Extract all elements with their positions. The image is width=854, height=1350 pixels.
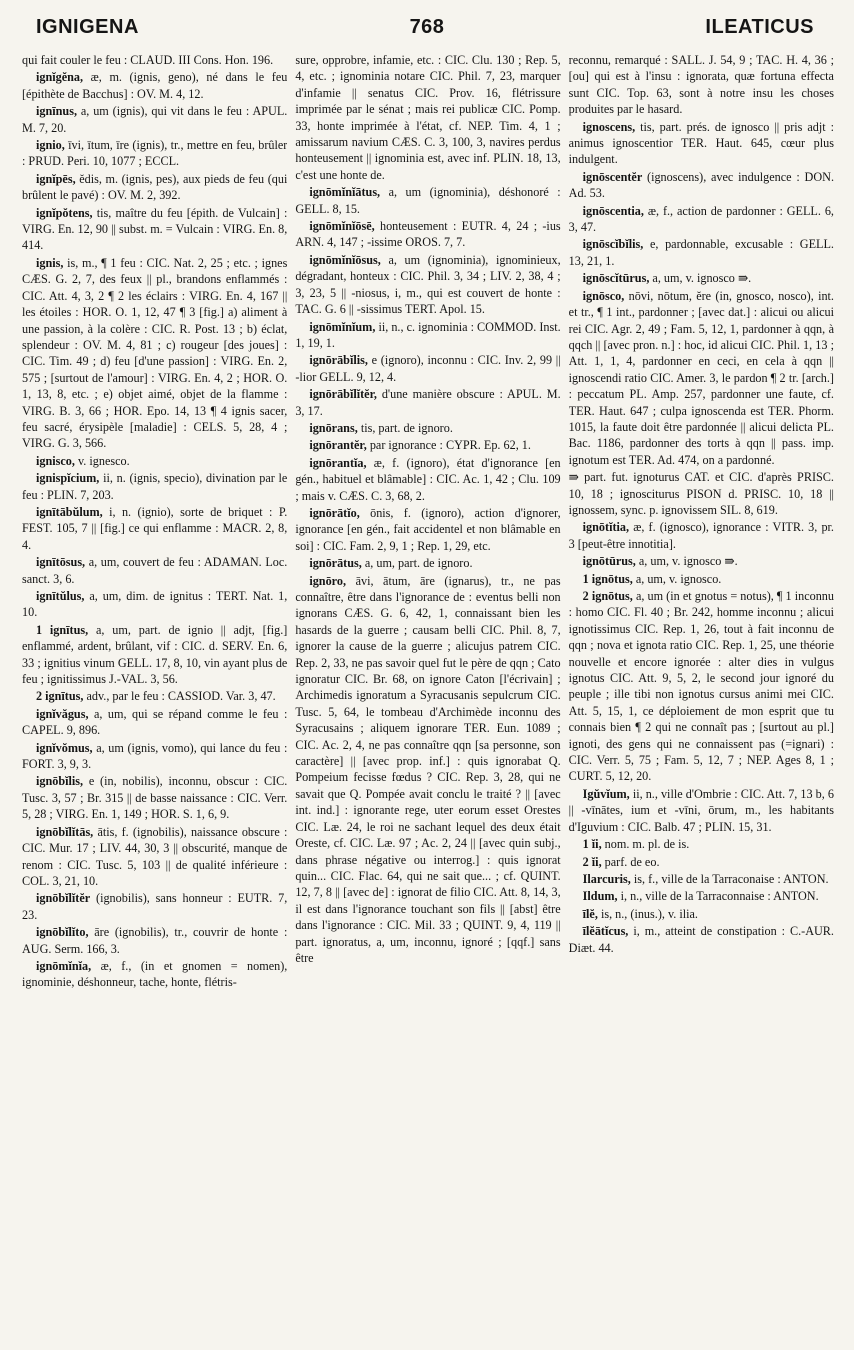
entry-lemma: īlĕātĭcus, [582, 924, 629, 939]
entry-lemma: ignĭpŏtens, [36, 205, 93, 220]
entry-text: īvi, ītum, īre (ignis), tr., mettre en feu, brûler : PRUD. Peri. 10, 1077 ; ECCL. [22, 138, 288, 169]
dictionary-entry [295, 505, 560, 554]
entry-lemma: ignis, [36, 255, 64, 270]
dictionary-entry [569, 888, 834, 904]
entry-text: qui fait couler le feu : CLAUD. III Cons. Hon. 196. [22, 53, 274, 67]
entry-text: d'une manière obscure : APUL. M. 3, 17. [295, 387, 561, 418]
dictionary-entry [22, 740, 287, 773]
entry-text: a, um (in et gnotus = notus), ¶ 1 inconnu : homo CIC. Fl. 40 ; Br. 242, homme inconnu ; alicui ignotissimus CIC. Rep. 1, 26, tout à fait inconnu de qqn ; nova et ignota ratio CIC. Rep. 1, 25, une théorie nouvelle et encore ignorée : alter dies in vulgus ignotus CIC. Att. 9, 5, 2, le second jour ignoré du peuple ; ille tibi non ignotus cursus animi mei CIC. Att. 5, 15, 1, ce déploiement de mon esprit que tu connais bien ¶ 2 qui ne connaît pas ; [surtout au pl.] ignoti, des gens qui ne connaissent pas (=ignari) : CIC. Verr. 5, 75 ; Fam. 5, 12, 7 ; NEP. Ages 8, 1 ; CURT. 5, 12, 20. [568, 589, 834, 784]
entry-lemma: ignĭpēs, [36, 171, 76, 186]
entry-text: a, um, v. ignosco. [635, 571, 722, 586]
dictionary-entry [569, 52, 834, 118]
entry-text: adv., par le feu : CASSIOD. Var. 3, 47. [86, 689, 276, 704]
entry-text: a, um, v. ignosco ⇛. [652, 271, 752, 286]
dictionary-entry [22, 890, 287, 923]
dictionary-entry [295, 455, 560, 504]
entry-lemma: Ilarcuris, [582, 871, 631, 886]
entry-lemma: Igŭvĭum, [582, 786, 630, 801]
dictionary-entry [569, 203, 834, 236]
text-columns [22, 52, 834, 1342]
dictionary-entry [569, 169, 834, 202]
entry-lemma: ignĭvăgus, [36, 706, 89, 721]
dictionary-entry [22, 255, 287, 452]
entry-text: i, m., atteint de constipation : C.-AUR. Diæt. 44. [568, 924, 834, 955]
entry-text: a, um, v. ignosco ⇛. [638, 554, 738, 569]
entry-lemma: ignōscentia, [582, 203, 644, 218]
entry-lemma: ignōrātus, [309, 556, 362, 571]
entry-lemma: ignōrantĭa, [309, 455, 367, 470]
entry-text: ĕdis, m. (ignis, pes), aux pieds de feu (qui brûlent le pavé) : OV. M. 2, 392. [22, 171, 288, 203]
column-left [22, 52, 287, 1342]
entry-text: a, um, qui se répand comme le feu : CAPEL. 9, 896. [22, 706, 288, 738]
dictionary-entry [22, 453, 287, 469]
dictionary-entry [22, 924, 287, 957]
entry-text: a, um (ignominia), ignominieux, dégradant, honteux : CIC. Phil. 3, 34 ; LIV. 2, 38, 4 ; 3, 23, 5 || -niosus, i, m., qui est couvert de honte : TAC. G. 6 || -sissimus TERT. Apol. 15. [295, 252, 561, 317]
entry-text: v. ignesco. [77, 453, 130, 468]
dictionary-entry [22, 554, 287, 587]
entry-lemma: ignōscĭbĭlis, [582, 237, 644, 252]
entry-lemma: ignīnus, [36, 104, 77, 119]
entry-lemma: 2 ĭi, [582, 854, 602, 869]
entry-lemma: ignōtĭtia, [582, 520, 630, 535]
entry-lemma: ignōbĭlĭto, [36, 925, 89, 940]
entry-text: nōvi, nōtum, ĕre (in, gnosco, nosco), int. et tr., ¶ 1 int., pardonner ; [avec dat.] : alicui ou alicui rei CIC. Agr. 2, 49 ; Fam. 5, 12, 1, pardonner à qqn, à qqch || [avec pron. n.] : hoc, id alicui CIC. Phil. 1, 13 ; Att. 1, 1, 4, pardonner en ceci, en cela à qqn || ignoscendi ratio CIC. Amer. 3, le pardon ¶ 2 tr. [arch.] : peccatum PL. Amp. 257, pardonner une faute, cf. TER. Haut. 647 ; culpa ignoscenda est TER. Phorm. 1015, la faute doit être pardonnée || alicui delicta PL. Bac. 1186, pardonner des torts à qqn || pass. imp. ignotum est TER. Ad. 474, on a pardonné. [568, 288, 834, 467]
dictionary-entry [22, 706, 287, 739]
entry-text: a, um (ignis), qui vit dans le feu : APUL. M. 7, 20. [22, 104, 288, 135]
entry-text: reconnu, remarqué : SALL. J. 54, 9 ; TAC. H. 4, 36 ; [ou] qui est à l'insu : ignorata, quæ fortuna effecta sunt CIC. Top. 63, sont à notre insu les choses produites par le hasard. [568, 53, 834, 117]
dictionary-entry [295, 218, 560, 251]
entry-lemma: ignōrābĭlis, [309, 353, 368, 368]
dictionary-entry [569, 871, 834, 887]
dictionary-entry [22, 137, 287, 170]
dictionary-entry [22, 52, 287, 68]
dictionary-entry [569, 786, 834, 835]
dictionary-entry [22, 504, 287, 553]
entry-text: tis, part. de ignoro. [360, 420, 453, 435]
dictionary-entry [295, 184, 560, 217]
entry-text: ⇛ part. fut. ignoturus CAT. et CIC. d'après PRISC. 10, 18 ; ignosciturus PISON d. PRISC. 10, 18 || ignossem, sync. p. ignovissem SIL. 8, 619. [568, 470, 834, 517]
entry-text: ii, n., ville d'Ombrie : CIC. Att. 7, 13 b, 6 || -vīnātes, ium et -vīni, ōrum, m., les habitants d'Iguvium : CIC. Balb. 47 ; PLIN. 15, 31. [568, 786, 834, 834]
entry-text: a, um, part. de ignio || adjt, [fig.] enflammé, ardent, brûlant, vif : CIC. d. SERV. En. 6, 33 ; ignitius vinum GELL. 17, 8, 10, vin ayant plus de feu ; ignitissimus J.-VAL. 3, 56. [22, 622, 288, 687]
dictionary-entry [22, 171, 287, 204]
entry-lemma: ignōmĭnĭa, [36, 958, 92, 973]
entry-text: tis, maître du feu [épith. de Vulcain] : VIRG. En. 12, 90 || subst. m. = Vulcain : VIRG. En. 8, 414. [22, 205, 288, 253]
entry-text: æ, f. (ignoro), état d'ignorance [en gén., habituel et blâmable] : CIC. Ac. 1, 42 ; Clu. 109 ; mais v. CÆS. C. 3, 68, 2. [295, 455, 561, 503]
entry-lemma: ignōbĭlis, [36, 774, 84, 789]
entry-text: ātis, f. (ignobilis), naissance obscure : CIC. Mur. 17 ; LIV. 44, 30, 3 || obscurité, manque de renom : CIC. Tusc. 5, 103 || de qualité inférieure : COL. 3, 21, 10. [22, 824, 288, 888]
entry-text: (ignobilis), sans honneur : EUTR. 7, 23. [22, 891, 288, 922]
entry-lemma: Ildum, [582, 889, 618, 904]
entry-lemma: ignōrantĕr, [309, 438, 367, 453]
dictionary-entry [295, 52, 560, 183]
entry-lemma: ignōtūrus, [582, 554, 636, 569]
entry-lemma: 1 ignōtus, [582, 571, 633, 586]
dictionary-entry [569, 836, 834, 852]
entry-text: parf. de eo. [604, 854, 660, 869]
entry-lemma: ignĭgĕna, [36, 70, 84, 85]
dictionary-entry [22, 958, 287, 991]
entry-lemma: 2 ignōtus, [582, 589, 633, 603]
entry-text: is, m., ¶ 1 feu : CIC. Nat. 2, 25 ; etc. ; ignes CÆS. G. 2, 7, des feux || pl., brandons enflammés : CIC. Att. 4, 3, 2 ¶ 2 les éclairs : VIRG. En. 4, 167 || les étoiles : HOR. O. 1, 12, 47 ¶ 3 [fig.] a) aliment à une passion, à la colère : CIC. R. Post. 13 ; b) éclat, splendeur : OV. M. 4, 81 ; c) rougeur [des joues] : CIC. Tim. 49 ; d) feu [d'une passion] : VIRG. En. 2, 575 ; [surtout de l'amour] : VIRG. En. 4, 2 ; HOR. O. 1, 13, 8, etc. ; e) objet aimé, objet de la flamme : VIRG. B. 3, 66 ; HOR. Epo. 14, 13 ¶ 4 ignis sacer, feu sacré, érysipèle [maladie] : CELS. 5, 28, 4 ; VIRG. G. 3, 566. [22, 255, 288, 451]
entry-text: (ignoscens), avec indulgence : DON. Ad. 53. [568, 169, 834, 201]
entry-text: a, um (ignominia), déshonoré : GELL. 8, 15. [295, 185, 561, 216]
entry-lemma: ignisco, [36, 453, 75, 468]
entry-lemma: ignōmĭnĭōsus, [309, 252, 381, 267]
entry-text: tis, part. prés. de ignosco || pris adjt : animus ignoscentior TER. Haut. 645, cœur plus indulgent. [568, 119, 834, 167]
dictionary-entry [569, 519, 834, 552]
entry-text: a, um, couvert de feu : ADAMAN. Loc. sanct. 3, 6. [22, 555, 288, 586]
entry-lemma: ignōscĭtūrus, [582, 271, 650, 286]
entry-lemma: 1 ĭi, [582, 837, 602, 852]
column-right [569, 52, 834, 1342]
entry-text: a, um (ignis, vomo), qui lance du feu : FORT. 3, 9, 3. [22, 740, 288, 772]
dictionary-entry [569, 906, 834, 922]
entry-text: par ignorance : CYPR. Ep. 62, 1. [369, 438, 531, 453]
entry-text: ii, n. (ignis, specio), divination par le feu : PLIN. 7, 203. [22, 471, 288, 502]
entry-lemma: ignōscentĕr [582, 169, 643, 184]
dictionary-entry [22, 588, 287, 621]
entry-text: honteusement : EUTR. 4, 24 ; -ius ARN. 4, 147 ; -issime OROS. 7, 7. [295, 219, 561, 250]
running-head-left: IGNIGENA [36, 16, 139, 38]
entry-lemma: ignītābŭlum, [36, 504, 103, 519]
dictionary-entry [295, 573, 560, 967]
dictionary-entry [295, 386, 560, 419]
entry-lemma: ignispĭcium, [36, 471, 100, 486]
entry-lemma: ignōmĭnĭum, [309, 319, 376, 334]
dictionary-entry [569, 119, 834, 168]
entry-lemma: īlĕ, [582, 906, 598, 921]
dictionary-entry [295, 252, 560, 318]
entry-text: æ, f. (ignosco), ignorance : VITR. 3, pr. 3 [peut-être innotitia]. [568, 520, 834, 551]
entry-lemma: 1 ignītus, [36, 622, 89, 637]
entry-text: ii, n., c. ignominia : COMMOD. Inst. 1, 19, 1. [295, 319, 561, 350]
entry-lemma: ignōmĭnĭōsē, [309, 219, 375, 234]
entry-text: e, pardonnable, excusable : GELL. 13, 21, 1. [568, 237, 834, 268]
entry-lemma: ignĭvŏmus, [36, 740, 93, 755]
entry-text: a, um, part. de ignoro. [364, 556, 473, 571]
dictionary-entry [22, 824, 287, 890]
entry-text: āre (ignobilis), tr., couvrir de honte : AUG. Serm. 166, 3. [22, 925, 288, 956]
entry-text: æ, f., (in et gnomen = nomen), ignominie, déshonneur, tache, honte, flétris- [22, 958, 288, 990]
entry-lemma: 2 ignītus, [36, 689, 84, 704]
dictionary-entry [295, 352, 560, 385]
column-middle [295, 52, 560, 1342]
dictionary-entry [569, 588, 834, 785]
entry-lemma: ignōmĭnĭātus, [309, 185, 381, 200]
entry-lemma: ignōro, [309, 573, 347, 588]
dictionary-entry [569, 571, 834, 587]
entry-text: sure, opprobre, infamie, etc. : CIC. Clu. 130 ; Rep. 5, 4, etc. ; ignominia notare CIC. Phil. 7, 23, marquer d'infamie || senatus CIC. Prov. 16, flétrissure imprimée par le sénat ; mais rei publicæ CIC. Pomp. 33, honte imprimée à l'état, cf. NEP. Tim. 4, 1 ; amissarum navium CÆS. C. 3, 100, 3, navires perdus honteusement || ignominia est, avec inf. PLIN. 18, 13, c'est une honte de. [295, 53, 561, 182]
entry-lemma: ignōrans, [309, 420, 358, 435]
entry-lemma: ignio, [36, 138, 65, 153]
entry-text: i, n., ville de la Tarraconnaise : ANTON. [620, 889, 819, 904]
dictionary-entry [22, 470, 287, 503]
entry-text: æ, m. (ignis, geno), né dans le feu [épithète de Bacchus] : OV. M. 4, 12. [22, 70, 288, 101]
entry-text: e (ignoro), inconnu : CIC. Inv. 2, 99 || -lior GELL. 9, 12, 4. [295, 353, 561, 384]
entry-text: e (in, nobilis), inconnu, obscur : CIC. Tusc. 3, 57 ; Br. 315 || de basse naissance : CIC. Verr. 5, 28 ; VIRG. En. 1, 149 ; HOR. S. 1, 6, 9. [22, 774, 288, 822]
dictionary-entry [22, 103, 287, 136]
dictionary-entry [295, 420, 560, 436]
entry-text: i, n. (ignio), sorte de briquet : P. FEST. 105, 7 || [fig.] ce qui enflamme : MACR. 2, 8, 4. [22, 504, 288, 552]
entry-lemma: ignōbĭlĭtĕr [36, 891, 91, 906]
dictionary-entry [22, 773, 287, 822]
entry-lemma: ignōrābĭlĭtĕr, [309, 387, 377, 402]
dictionary-entry [569, 923, 834, 956]
entry-lemma: ignoscens, [582, 119, 636, 134]
entry-text: is, f., ville de la Tarraconaise : ANTON. [633, 871, 829, 886]
page-header [0, 10, 854, 50]
entry-text: nom. m. pl. de is. [604, 837, 690, 852]
dictionary-entry [22, 688, 287, 704]
page-number: 768 [409, 16, 445, 38]
entry-text: āvi, ātum, āre (ignarus), tr., ne pas connaître, être dans l'ignorance de : eventus belli non ignorans CÆS. G. 6, 42, 1, connaissant bien les hasards de la guerre ; causam belli CIC. Phil. 8, 7, ignorer la cause de la guerre ; alicujus patrem CIC. Rep. 2, 33, ne pas savoir quel fut le père de qqn ; Cato ignoratur CIC. Br. 68, on ignore Caton [l'écrivain] ; Archimedis ignoratum a Syracusanis sepulcrum CIC. Tusc. 5, 64, le tombeau d'Archimède inconnu des Syracusains ; aliquem ignorare TER. Eun. 1089 ; CIC. Ac. 2, 4, ne pas connaître qqn [sa personne, son caractère] || [avec prop. inf.] : quis ignorabat Q. Pompeium fecisse fœdus ? CIC. Rep. 3, 28, qui ne savait que Q. Pompée avait conclu le traité ? || [avec int. ind.] : ignorante rege, uter eorum esset Orestes CIC. Læ. 24, le roi ne sachant lequel des deux était Oreste, cf. CIC. Læ. 97 ; Ac. 2, 24 || [avec quin subj., dans phrase négative ou interrog.] : quis ignorat quin... CIC. Flac. 64, qui ne sait que... ; cf. QUINT. 12, 7, 8 || [avec de] : ignorat de filio CIC. Att. 8, 14, 3, il est dans l'ignorance touchant son fils || [abst] être dans l'ignorance : CIC. Mil. 33 ; QUINT. 9, 4, 119 || part. ignoratus, a, um, inconnu, ignoré ; [qqf.] sans être [295, 573, 561, 965]
entry-text: is, n., (inus.), v. ilia. [600, 906, 698, 921]
entry-lemma: ignōsco, [582, 288, 625, 303]
running-head-right: ILEATICUS [705, 16, 814, 38]
dictionary-entry [22, 69, 287, 102]
dictionary-entry [569, 270, 834, 286]
dictionary-entry [569, 854, 834, 870]
dictionary-entry [295, 319, 560, 352]
dictionary-entry [569, 236, 834, 269]
dictionary-entry [22, 205, 287, 254]
dictionary-entry [569, 288, 834, 468]
dictionary-entry [22, 622, 287, 688]
entry-text: ōnis, f. (ignoro), action d'ignorer, ignorance [en gén., fait accidentel et non blâmable en soi] : CIC. Fam. 2, 9, 1 ; Rep. 1, 29, etc. [295, 505, 561, 553]
entry-lemma: ignōrātĭo, [309, 505, 360, 520]
entry-text: æ, f., action de pardonner : GELL. 6, 3, 47. [568, 203, 834, 235]
entry-lemma: ignōbĭlĭtās, [36, 824, 94, 839]
entry-text: a, um, dim. de ignitus : TERT. Nat. 1, 10. [22, 589, 288, 620]
entry-lemma: ignītŭlus, [36, 589, 85, 603]
dictionary-entry [569, 553, 834, 569]
dictionary-entry [295, 437, 560, 453]
entry-lemma: ignītōsus, [36, 555, 86, 570]
dictionary-entry [295, 555, 560, 571]
dictionary-entry [569, 469, 834, 518]
